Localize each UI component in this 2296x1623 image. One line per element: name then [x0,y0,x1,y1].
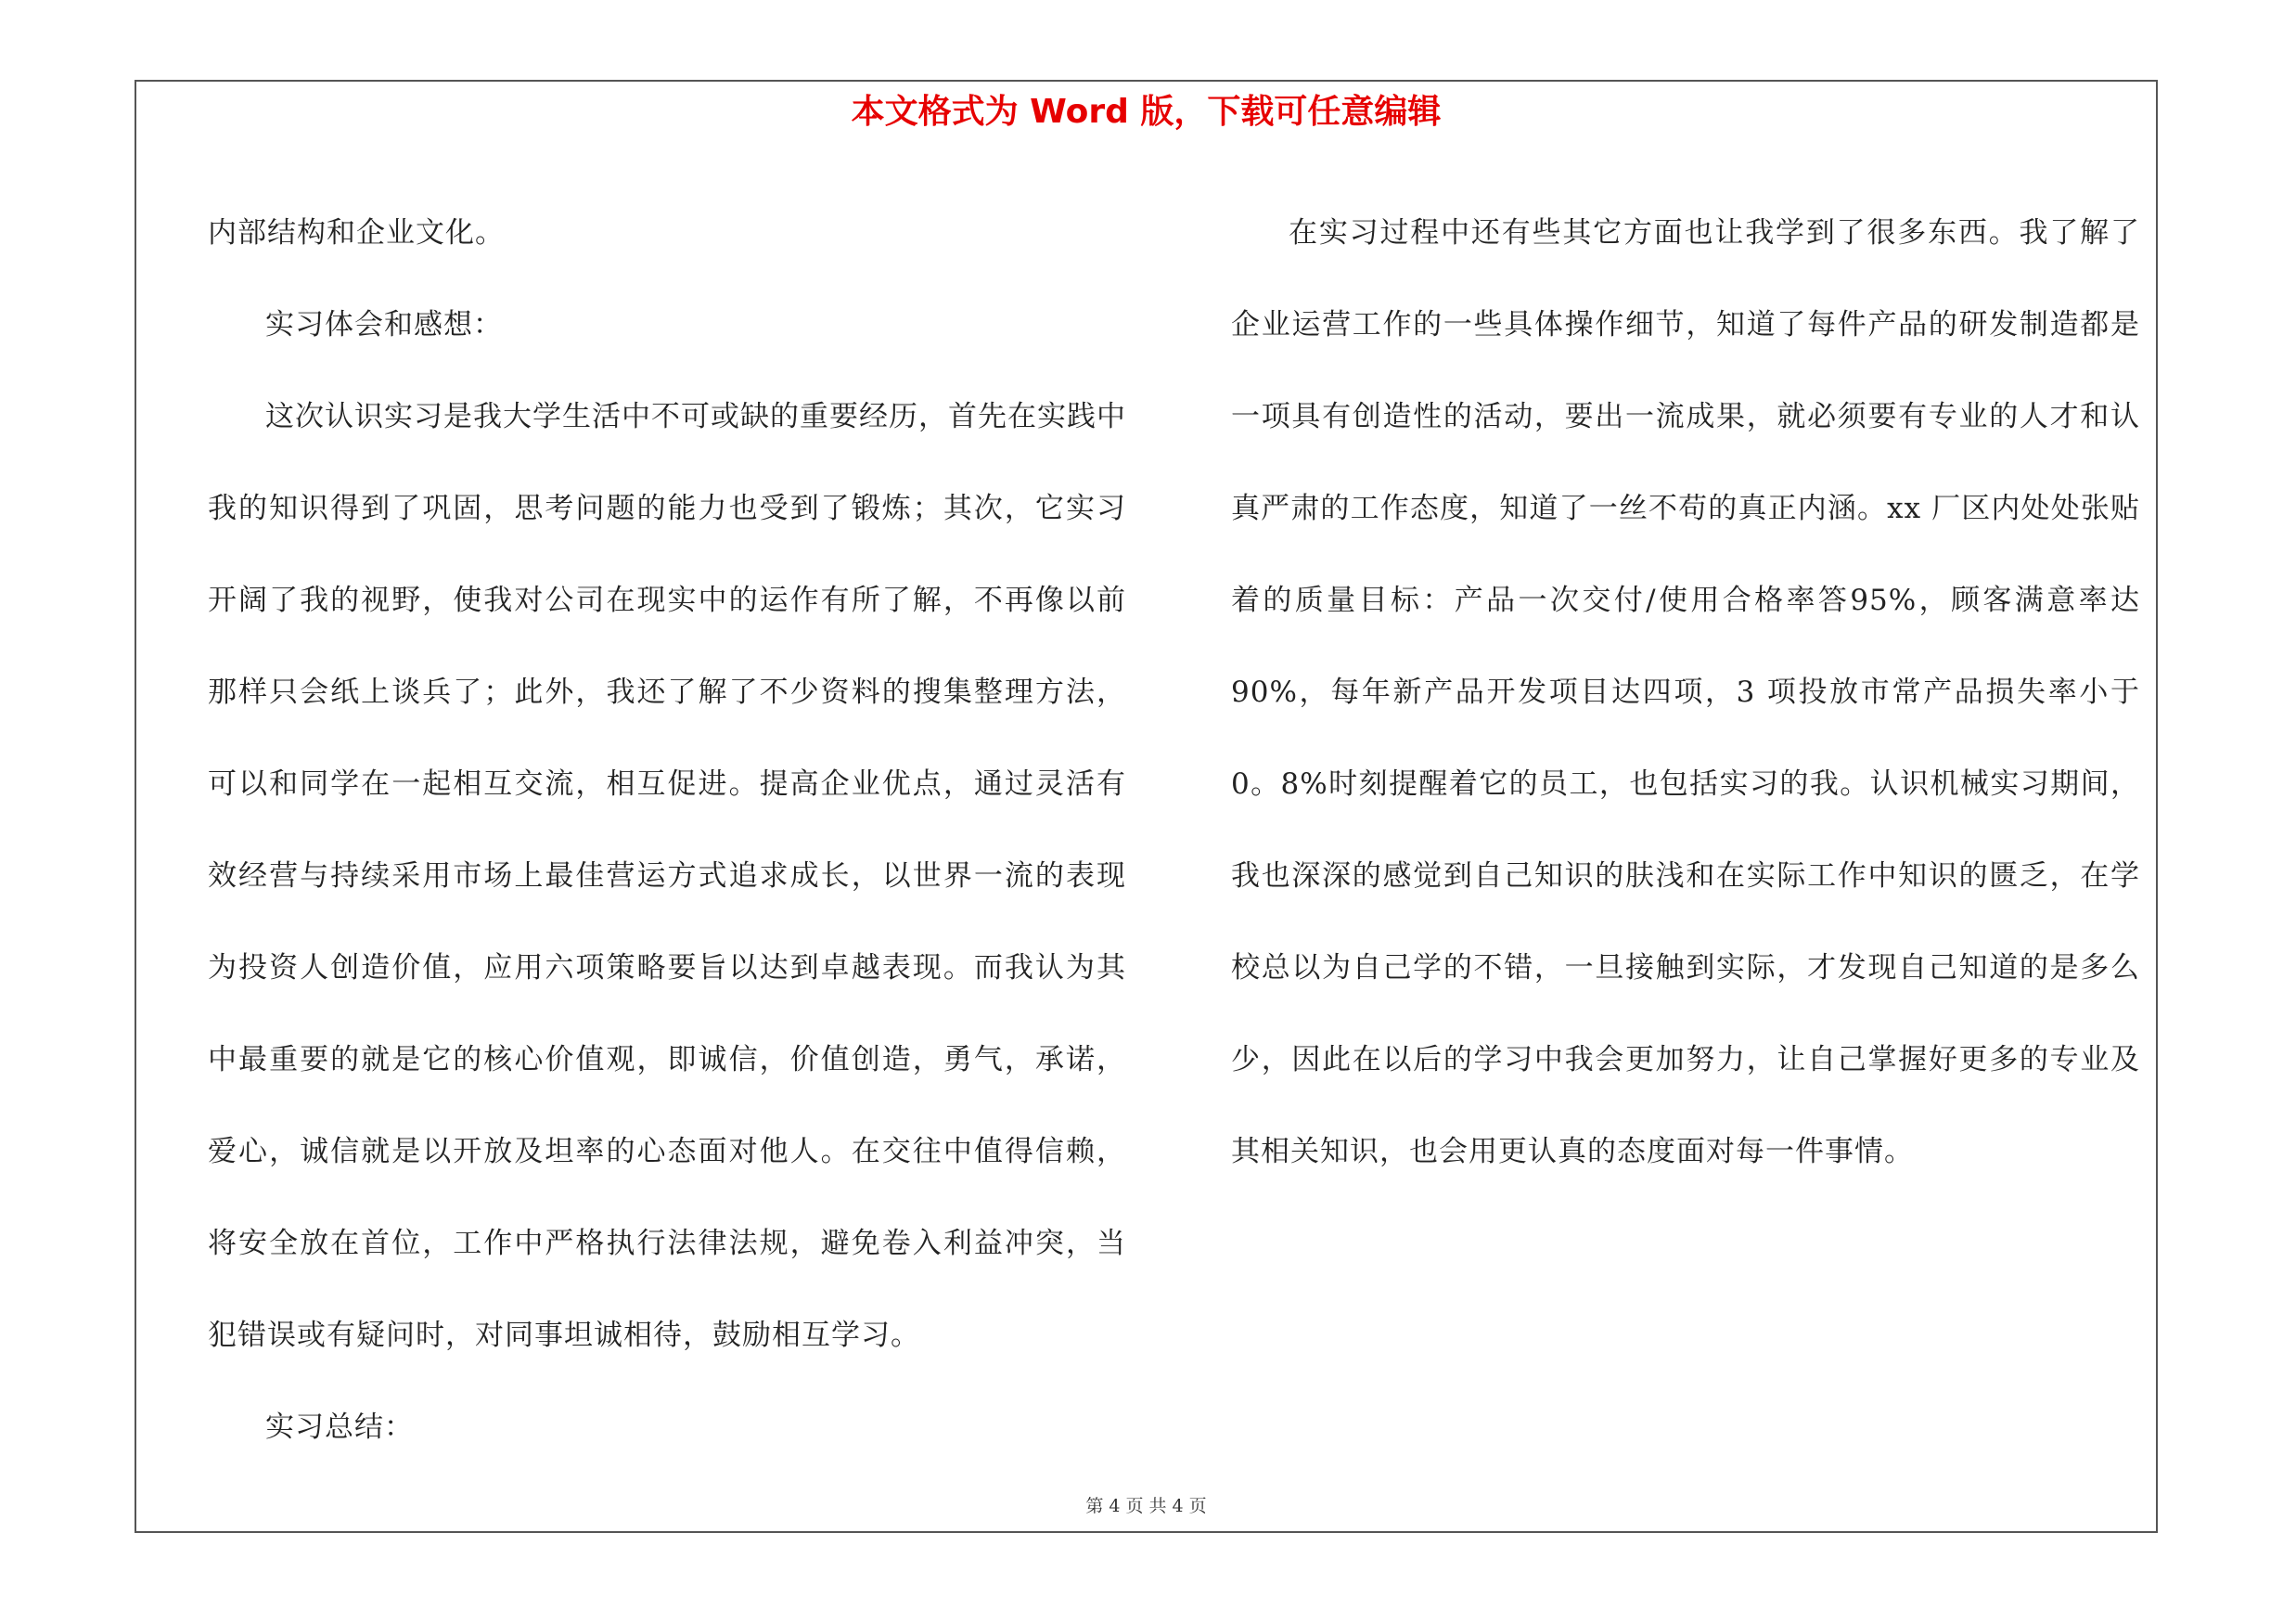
paragraph-continuation: 内部结构和企业文化。 [208,216,505,250]
section-heading-reflections: 实习体会和感想： [265,308,503,341]
section-heading-summary: 实习总结： [265,1410,414,1444]
page-frame [135,80,2158,1533]
word-format-banner: 本文格式为 Word 版，下载可任意编辑 [851,93,1442,131]
right-text-column [1231,187,2140,1198]
page-number-footer: 第 4 页 共 4 页 [1085,1496,1207,1516]
paragraph-other-learnings: 在实习过程中还有些其它方面也让我学到了很多东西。我了解了企业运营工作的一些具体操作细节，知道了每件产品的研发制造都是一项具有创造性的活动，要出一流成果，就必须要有专业的人才和认真严肃的工作态度，知道了一丝不苟的真正内涵。xx 厂区内处处张贴着的质量目标：产品一次交付/使用合格率答95%，顾客满意率达90%，每年新产品开发项目达四项，3 项投放市常产品损失率小于 0。8%时刻提醒着它的员工，也包括实习的我。认识机械实习期间，我也深深的感觉到自己知识的肤浅和在实际工作中知识的匮乏，在学校总以为自己学的不错，一旦接触到实际，才发现自己知道的是多么少，因此在以后的学习中我会更加努力，让自己掌握好更多的专业及其相关知识，也会用更认真的态度面对每一件事情。 [1231,216,2140,1168]
paragraph-reflections-body: 这次认识实习是我大学生活中不可或缺的重要经历，首先在实践中我的知识得到了巩固，思考问题的能力也受到了锻炼；其次，它实习开阔了我的视野，使我对公司在现实中的运作有所了解，不再像以前那样只会纸上谈兵了；此外，我还了解了不少资料的搜集整理方法，可以和同学在一起相互交流，相互促进。提高企业优点，通过灵活有效经营与持续采用市场上最佳营运方式追求成长，以世界一流的表现为投资人创造价值，应用六项策略要旨以达到卓越表现。而我认为其中最重要的就是它的核心价值观，即诚信，价值创造，勇气，承诺，爱心，诚信就是以开放及坦率的心态面对他人。在交往中值得信赖，将安全放在首位，工作中严格执行法律法规，避免卷入利益冲突，当犯错误或有疑问时，对同事坦诚相待，鼓励相互学习。 [208,400,1126,1352]
left-text-column [208,187,1126,1474]
